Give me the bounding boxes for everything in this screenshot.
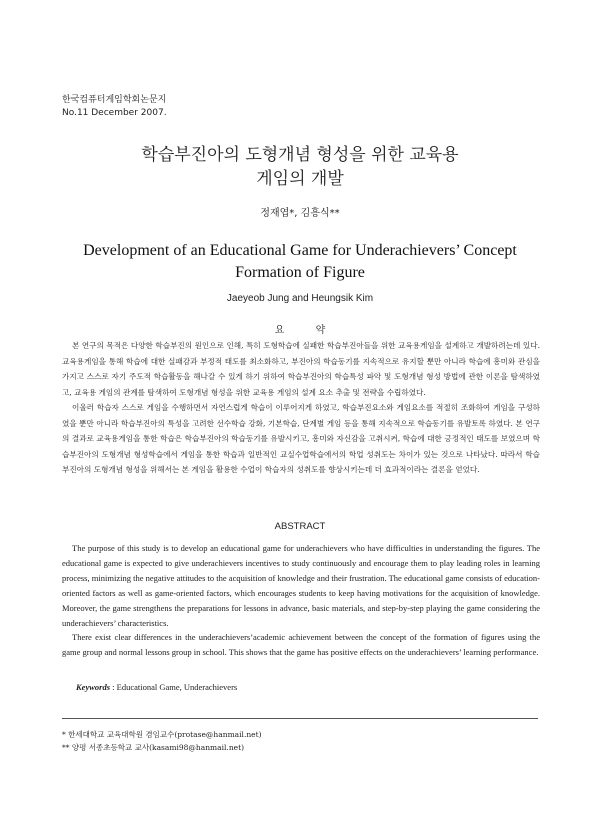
korean-abstract-paragraph-2: 이울러 학습자 스스로 게임을 수행하면서 자연스럽게 학습이 이루어지게 하였고, 학습부진요소와 게임요소를 적절히 조화하여 게임을 구성하였을 뿐만 아니라 학습부진아의 특성을 고려한 선수학습 강화, 기본학습, 단계별 게임 등을 통해 지속적으로 학습동기를 유발토록 하였다. 본 연구의 결과로 교육용게임을 통한 학습은 학습부진아의 학습동기를 유발시키고, 흥미와 자신감을 고취시켜, 학습에 대한 긍정적인 태도를 보였으며 학습부진아의 도형개념 형성학습에서 게임을 통한 학습과 일반적인 교실수업학습에서의 학업 성취도는 차이가 있는 것으로 나타났다. 따라서 학습부진아의 도형개념 형성을 위해서는 본 게임을 활용한 수업이 학습자의 성취도를 향상시키는데 더 효과적이라는 결론을 얻었다. <box>62 403 540 474</box>
keywords-separator: : <box>110 682 117 692</box>
korean-abstract <box>62 338 540 478</box>
english-title <box>0 240 600 284</box>
journal-issue: No.11 December 2007. <box>62 108 167 118</box>
english-authors: Jaeyeob Jung and Heungsik Kim <box>226 293 374 304</box>
footnotes <box>62 728 262 754</box>
journal-header <box>62 94 167 120</box>
korean-title <box>0 143 600 191</box>
korean-authors: 정재엽*, 김흥식** <box>260 208 340 219</box>
english-title-line-1: Development of an Educational Game for Underachievers’ Concept <box>83 242 517 259</box>
korean-abstract-heading: 요 약 <box>274 325 340 336</box>
keywords-value: Educational Game, Underachievers <box>116 682 238 692</box>
korean-title-line-2: 게임의 개발 <box>256 169 344 189</box>
footnote-divider <box>62 718 538 719</box>
footnote-2: ** 양평 서종초등학교 교사(kasami98@hanmail.net) <box>62 743 245 752</box>
english-abstract-paragraph-1: The purpose of this study is to develop an educational game for underachievers who have difficulties in understanding the figures. The educational game is expected to give underachievers incentives to study continuously and encourage them to play leading roles in learning process, minimizing the negative attitudes to the acquisition of knowledge and their frustration. The educational game consists of education-oriented factors as well as game-oriented factors, which encourages students to keep having motivations for the acquisition of knowledge. Moreover, the game strengthens the preparations for lessons in advance, basic materials, and step-by-step playing the game considering the underachievers’ characteristics. <box>62 543 540 628</box>
footnote-1: * 한세대학교 교육대학원 겸임교수(protase@hanmail.net) <box>62 730 262 739</box>
journal-name: 한국컴퓨터게임학회논문지 <box>62 95 167 105</box>
korean-title-line-1: 학습부진아의 도형개념 형성을 위한 교육용 <box>141 145 459 165</box>
english-abstract-paragraph-2: There exist clear differences in the underachievers’academic achievement between the concept of the formation of figures using the game group and normal lessons group in school. This shows that the game has positive effects on the underachievers’ learning performance. <box>62 632 540 658</box>
english-abstract <box>62 541 540 660</box>
keywords-line <box>76 682 237 692</box>
keywords-label: Keywords <box>76 682 110 692</box>
korean-abstract-paragraph-1: 본 연구의 목적은 다양한 학습부진의 원인으로 인해, 특히 도형학습에 실패한 학습부진아들을 위한 교육용게임을 설계하고 개발하려는데 있다. 교육용게임을 통해 학습에 대한 실패감과 부정적 태도를 최소화하고, 부진아의 학습동기를 지속적으로 유지할 뿐만 아니라 학습에 흥미와 관심을 가지고 스스로 자기 주도적 학습활동을 해나갈 수 있게 하기 위하여 학습부진아의 학습특성 파악 및 도형개념 형성 방법에 관한 이론을 탐색하였고, 교육용 게임의 관계를 탐색하여 도형개념 형성을 위한 교육용 게임의 설계 요소 추출 및 전략을 수립하였다. <box>62 341 540 397</box>
english-abstract-heading: ABSTRACT <box>274 521 326 532</box>
english-title-line-2: Formation of Figure <box>235 264 365 281</box>
